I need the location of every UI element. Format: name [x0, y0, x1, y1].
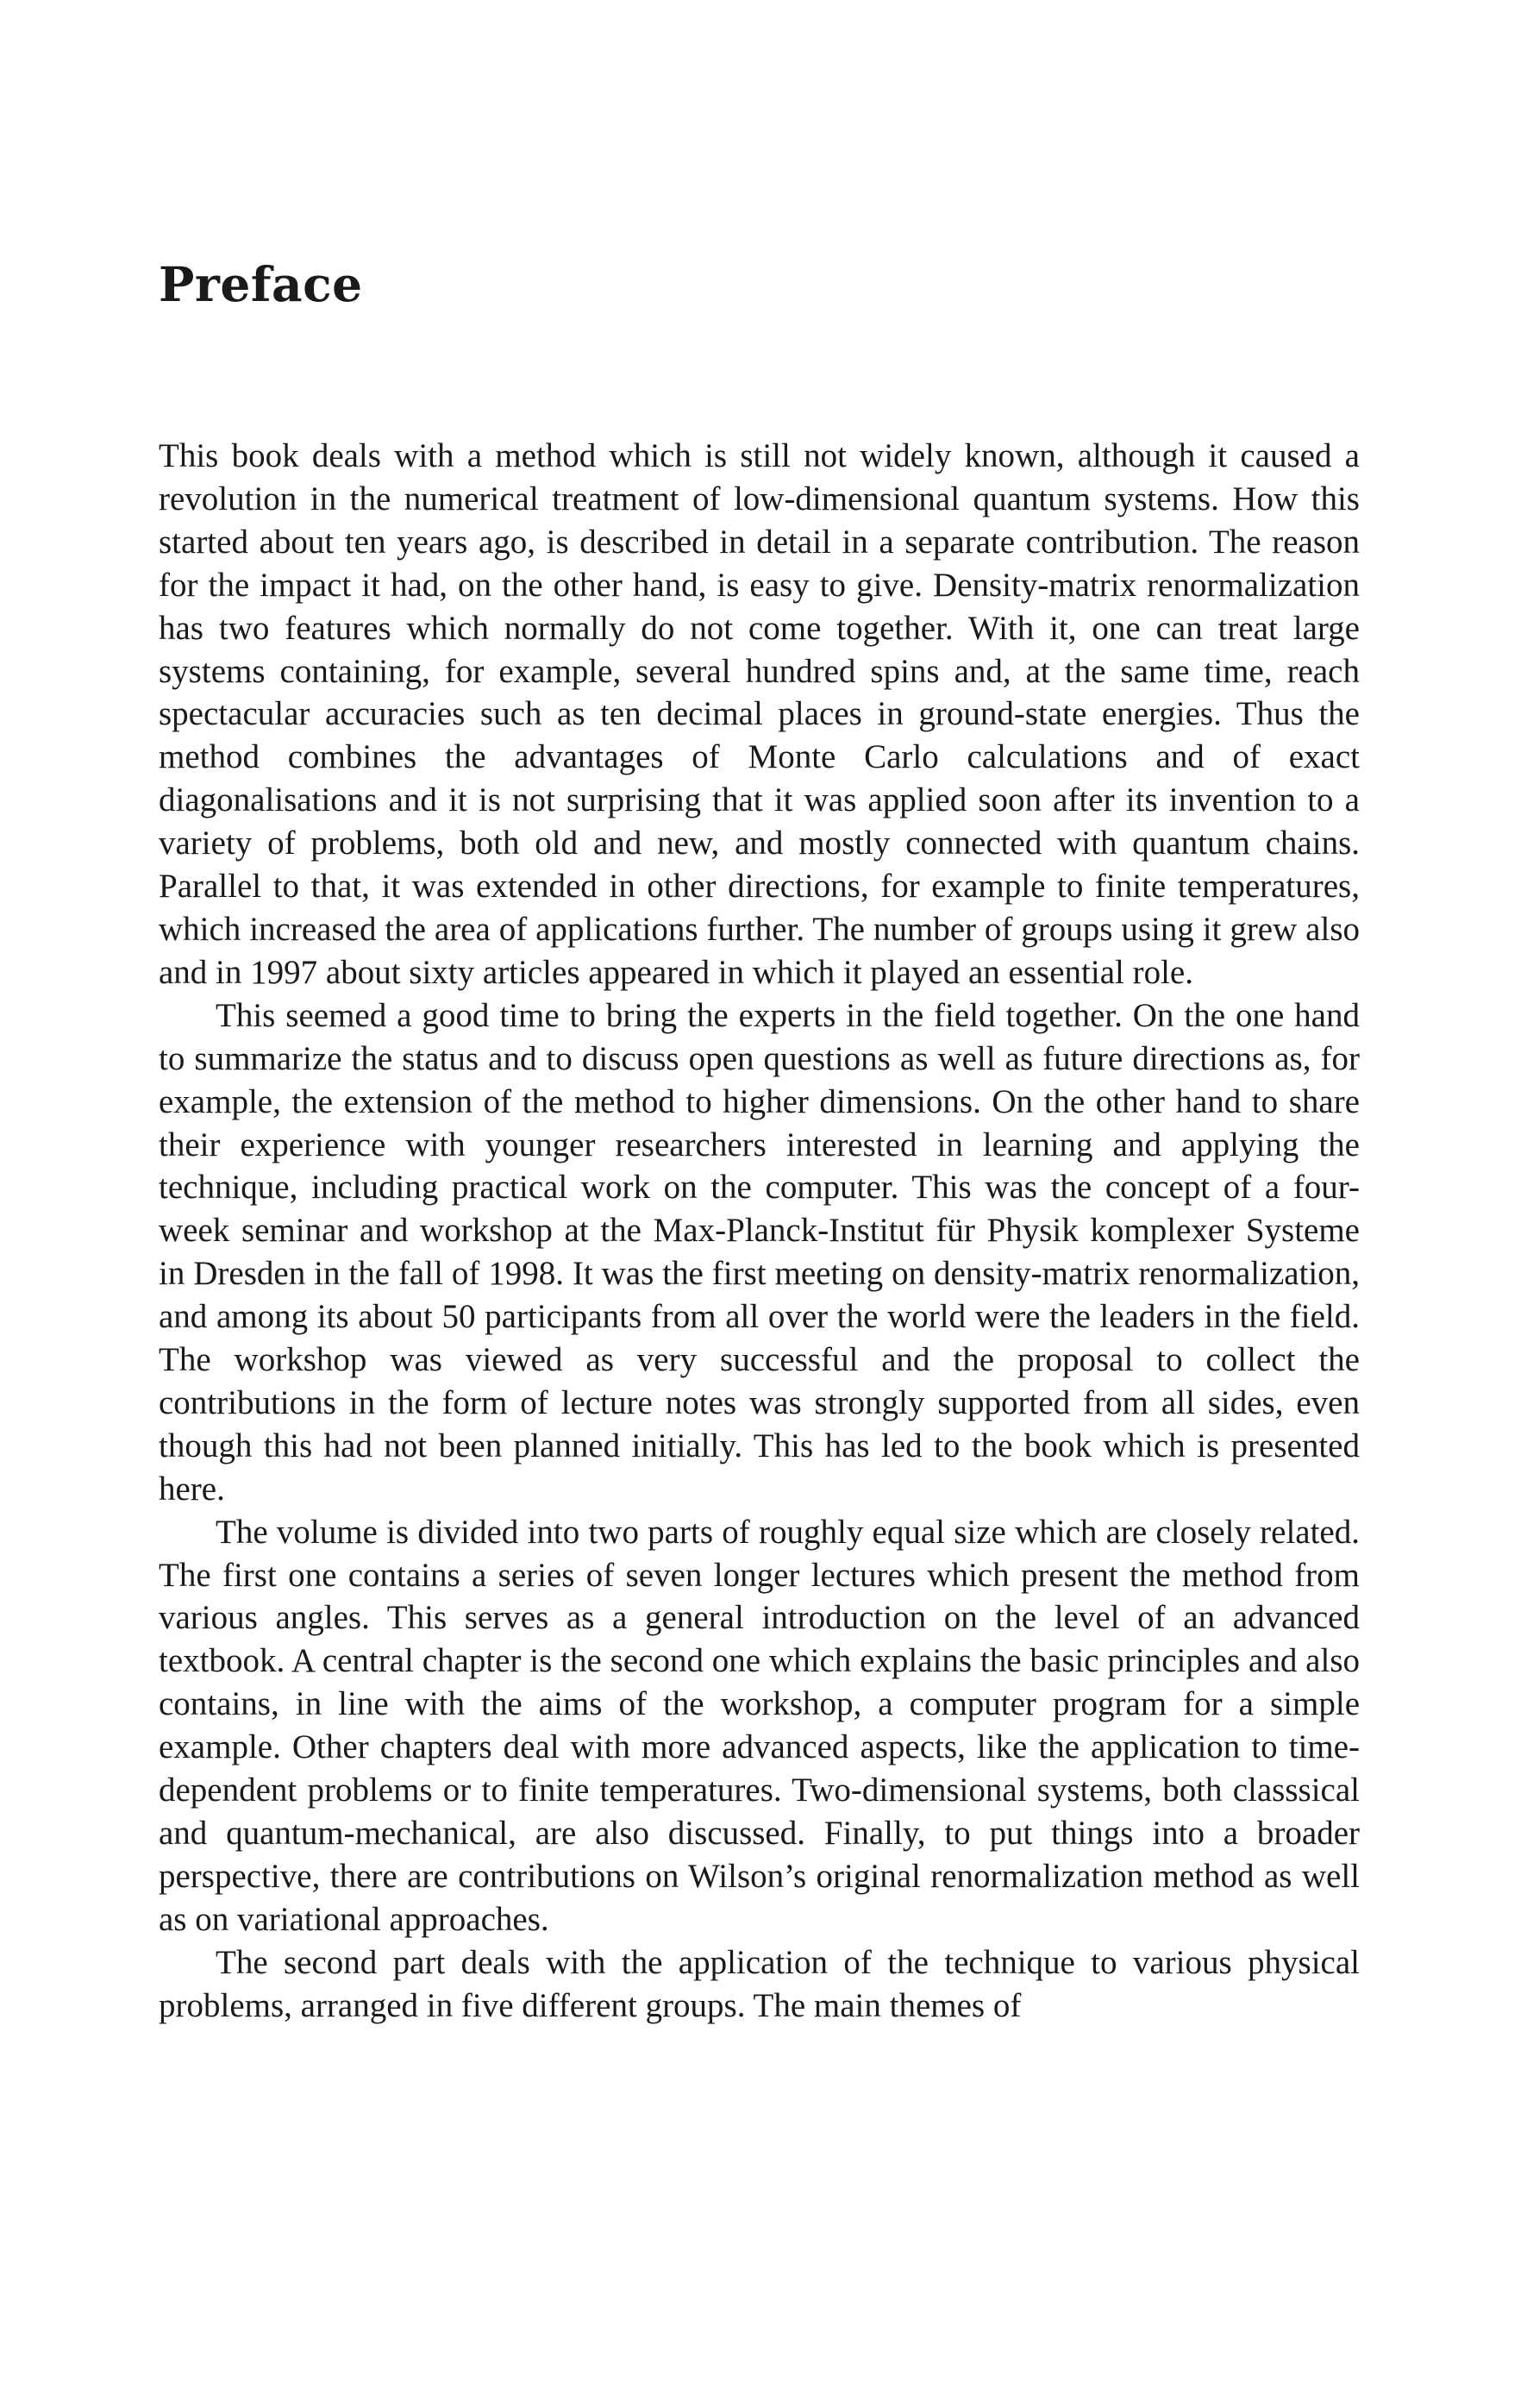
paragraph-3: The volume is divided into two parts of roughly equal size which are closely related. The first one contains a series of seven longer lectures which present the method from various angles. This serves as a general introduction on the level of an advanced textbook. A central chapter is the second one which explains the basic principles and also contains, in line with the aims of the workshop, a computer program for a simple example. Other chapters deal with more advanced aspects, like the application to time-dependent problems or to finite temperatures. Two-dimensional systems, both classsical and quantum-mechanical, are also discussed. Finally, to put things into a broader perspective, there are contributions on Wilson’s original renormalization method as well as on variational approaches. [159, 1513, 1360, 1938]
paragraph-4: The second part deals with the application of the technique to various physical problems, arranged in five different groups. The main themes of [159, 1943, 1360, 2024]
paragraph-1: This book deals with a method which is still not widely known, although it caused a revolution in the numerical treatment of low-dimensional quantum systems. How this started about ten years ago, is described in detail in a separate contribution. The reason for the impact it had, on the other hand, is easy to give. Density-matrix renormalization has two features which normally do not come together. With it, one can treat large systems containing, for example, several hundred spins and, at the same time, reach spectacular accuracies such as ten decimal places in ground-state energies. Thus the method combines the advantages of Monte Carlo calculations and of exact diagonalisations and it is not surprising that it was applied soon after its invention to a variety of problems, both old and new, and mostly connected with quantum chains. Parallel to that, it was extended in other directions, for example to finite temperatures, which increased the area of applications further. The number of groups using it grew also and in 1997 about sixty articles appeared in which it played an essential role. [159, 437, 1360, 991]
paragraph-2: This seemed a good time to bring the experts in the field together. On the one hand to summarize the status and to discuss open questions as well as future directions as, for example, the extension of the method to higher dimensions. On the other hand to share their experience with younger researchers interested in learning and applying the technique, including practical work on the computer. This was the concept of a four-week seminar and workshop at the Max-Planck-Institut für Physik komplexer Systeme in Dresden in the fall of 1998. It was the first meeting on density-matrix renormalization, and among its about 50 participants from all over the world were the leaders in the field. The workshop was viewed as very successful and the proposal to collect the contributions in the form of lecture notes was strongly supported from all sides, even though this had not been planned initially. This has led to the book which is presented here. [159, 996, 1360, 1508]
preface-body [159, 435, 1360, 2028]
page-title: Preface [159, 256, 363, 312]
